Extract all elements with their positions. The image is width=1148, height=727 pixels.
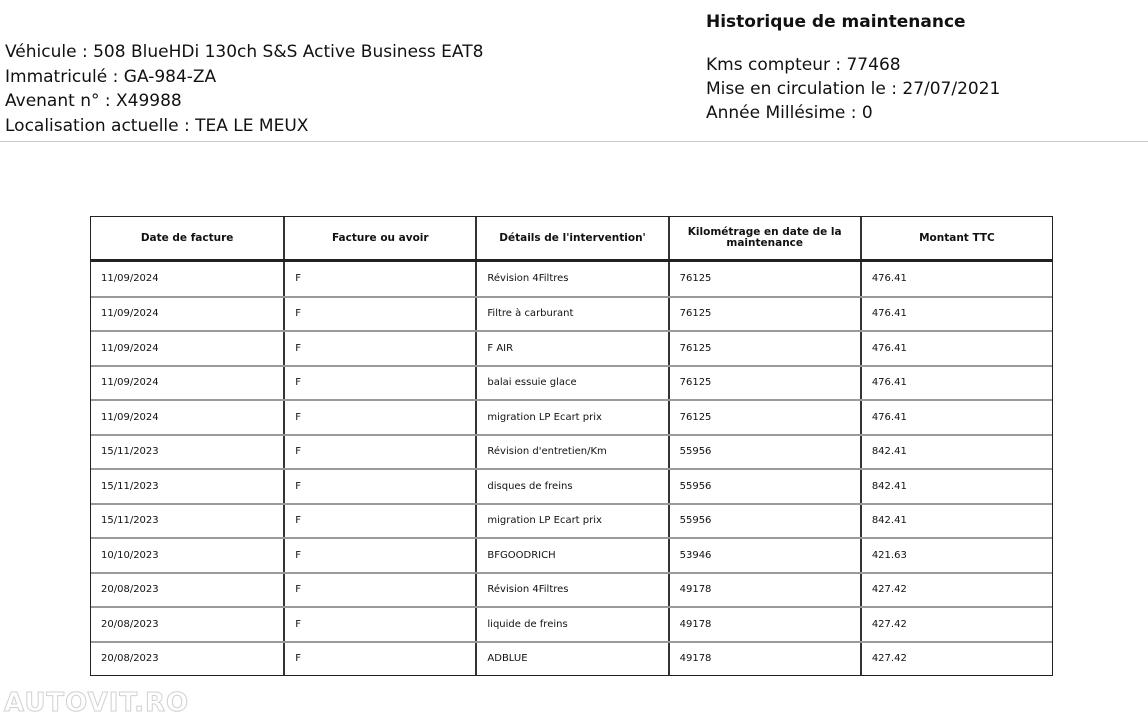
header-mileage: Kilométrage en date de la maintenance bbox=[668, 217, 860, 259]
cell-type: F bbox=[283, 367, 475, 400]
cell-details: liquide de freins bbox=[475, 608, 667, 641]
cell-date: 20/08/2023 bbox=[101, 653, 159, 665]
cell-details: migration LP Ecart prix bbox=[475, 505, 667, 538]
cell-details: balai essuie glace bbox=[475, 367, 667, 400]
cell-details: ADBLUE bbox=[475, 643, 667, 676]
cell-details: Révision 4Filtres bbox=[475, 574, 667, 607]
cell-amount: 476.41 bbox=[860, 401, 1052, 434]
table-row bbox=[91, 503, 1052, 538]
cell-amount: 421.63 bbox=[860, 539, 1052, 572]
cell-amount: 427.42 bbox=[860, 574, 1052, 607]
odometer: Kms compteur : 77468 bbox=[706, 55, 901, 75]
cell-mileage: 55956 bbox=[668, 436, 860, 469]
header-amount: Montant TTC bbox=[860, 217, 1052, 259]
cell-type: F bbox=[283, 574, 475, 607]
header-type: Facture ou avoir bbox=[283, 217, 475, 259]
cell-details: Révision 4Filtres bbox=[475, 262, 667, 296]
table-row bbox=[91, 296, 1052, 331]
cell-type: F bbox=[283, 298, 475, 331]
table-row bbox=[91, 572, 1052, 607]
vehicle-location: Localisation actuelle : TEA LE MEUX bbox=[5, 115, 309, 136]
cell-type: F bbox=[283, 332, 475, 365]
cell-date: 15/11/2023 bbox=[101, 515, 159, 527]
vehicle-avenant: Avenant n° : X49988 bbox=[5, 91, 182, 111]
cell-date: 20/08/2023 bbox=[101, 618, 159, 630]
header-details: Détails de l'intervention' bbox=[475, 217, 667, 259]
cell-details: migration LP Ecart prix bbox=[475, 401, 667, 434]
table-row bbox=[91, 261, 1052, 296]
header-date: Date de facture bbox=[140, 231, 234, 244]
table-body bbox=[91, 261, 1052, 675]
cell-mileage: 76125 bbox=[668, 401, 860, 434]
cell-date: 15/11/2023 bbox=[101, 480, 159, 492]
cell-date: 11/09/2024 bbox=[101, 342, 159, 354]
cell-mileage: 76125 bbox=[668, 332, 860, 365]
cell-details: Révision d'entretien/Km bbox=[475, 436, 667, 469]
cell-date: 20/08/2023 bbox=[101, 584, 159, 596]
cell-mileage: 49178 bbox=[668, 608, 860, 641]
table-row bbox=[91, 468, 1052, 503]
cell-type: F bbox=[283, 470, 475, 503]
cell-amount: 842.41 bbox=[860, 505, 1052, 538]
table-row bbox=[91, 330, 1052, 365]
cell-details: BFGOODRICH bbox=[475, 539, 667, 572]
cell-date: 11/09/2024 bbox=[101, 273, 159, 285]
cell-amount: 476.41 bbox=[860, 332, 1052, 365]
cell-type: F bbox=[283, 436, 475, 469]
cell-amount: 476.41 bbox=[860, 367, 1052, 400]
cell-type: F bbox=[283, 643, 475, 676]
watermark: AUTOVIT.RO bbox=[4, 688, 190, 718]
cell-amount: 476.41 bbox=[860, 298, 1052, 331]
cell-mileage: 49178 bbox=[668, 643, 860, 676]
cell-amount: 842.41 bbox=[860, 470, 1052, 503]
cell-type: F bbox=[283, 505, 475, 538]
cell-amount: 842.41 bbox=[860, 436, 1052, 469]
cell-type: F bbox=[283, 608, 475, 641]
table-row bbox=[91, 641, 1052, 676]
registration-date: Mise en circulation le : 27/07/2021 bbox=[706, 79, 1001, 99]
cell-date: 11/09/2024 bbox=[101, 411, 159, 423]
cell-mileage: 49178 bbox=[668, 574, 860, 607]
cell-type: F bbox=[283, 262, 475, 296]
table-row bbox=[91, 365, 1052, 400]
cell-amount: 476.41 bbox=[860, 262, 1052, 296]
table-row bbox=[91, 399, 1052, 434]
cell-mileage: 76125 bbox=[668, 367, 860, 400]
cell-date: 11/09/2024 bbox=[101, 308, 159, 320]
cell-mileage: 55956 bbox=[668, 505, 860, 538]
cell-mileage: 76125 bbox=[668, 298, 860, 331]
table-row bbox=[91, 606, 1052, 641]
cell-mileage: 76125 bbox=[668, 262, 860, 296]
maintenance-table bbox=[90, 216, 1053, 676]
cell-date: 15/11/2023 bbox=[101, 446, 159, 458]
maintenance-summary bbox=[706, 12, 1000, 125]
cell-details: disques de freins bbox=[475, 470, 667, 503]
cell-date: 10/10/2023 bbox=[101, 549, 159, 561]
cell-type: F bbox=[283, 401, 475, 434]
cell-mileage: 53946 bbox=[668, 539, 860, 572]
table-row bbox=[91, 434, 1052, 469]
vehicle-model: Véhicule : 508 BlueHDi 130ch S&S Active Business EAT8 bbox=[5, 42, 484, 62]
cell-amount: 427.42 bbox=[860, 643, 1052, 676]
vehicle-plate: Immatriculé : GA-984-ZA bbox=[5, 66, 217, 87]
cell-type: F bbox=[283, 539, 475, 572]
cell-amount: 427.42 bbox=[860, 608, 1052, 641]
table-header-row bbox=[91, 217, 1052, 261]
cell-details: F AIR bbox=[475, 332, 667, 365]
model-year: Année Millésime : 0 bbox=[706, 103, 873, 123]
page-title: Historique de maintenance bbox=[706, 12, 966, 32]
cell-mileage: 55956 bbox=[668, 470, 860, 503]
table-row bbox=[91, 537, 1052, 572]
header-divider bbox=[0, 141, 1148, 142]
cell-date: 11/09/2024 bbox=[101, 377, 159, 389]
vehicle-info bbox=[5, 40, 483, 138]
cell-details: Filtre à carburant bbox=[475, 298, 667, 331]
